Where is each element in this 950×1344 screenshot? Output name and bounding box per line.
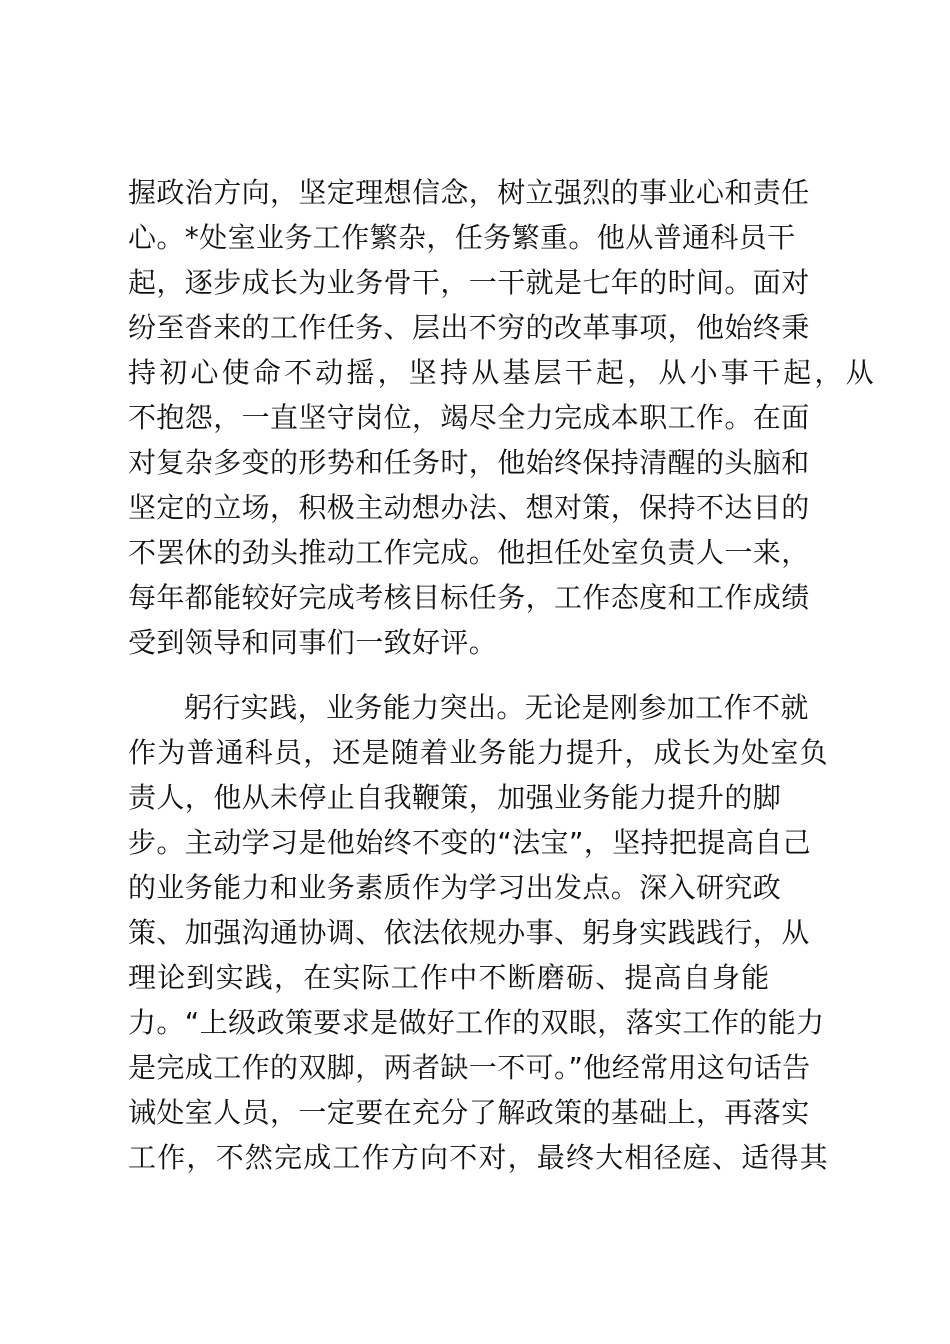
paragraph-2-line: 的业务能力和业务素质作为学习出发点。深入研究政	[128, 871, 782, 904]
paragraph-2-line: 躬行实践，业务能力突出。无论是刚参加工作不就	[184, 691, 809, 724]
paragraph-2-line: 是完成工作的双脚，两者缺一不可。”他经常用这句话告	[128, 1051, 811, 1084]
paragraph-1-line: 心。*处室业务工作繁杂，任务繁重。他从普通科员干	[128, 221, 796, 254]
paragraph-2-line: 策、加强沟通协调、依法依规办事、躬身实践践行，从	[128, 916, 810, 949]
paragraph-1-line: 不罢休的劲头推动工作完成。他担任处室负责人一来，	[128, 536, 810, 569]
paragraph-1-line: 纷至沓来的工作任务、层出不穷的改革事项，他始终秉	[128, 311, 810, 344]
paragraph-2	[128, 685, 908, 1180]
paragraph-2-line: 责人，他从未停止自我鞭策，加强业务能力提升的脚	[128, 781, 782, 814]
paragraph-2-line: 诫处室人员，一定要在充分了解政策的基础上，再落实	[128, 1096, 810, 1129]
paragraph-2-line: 力。“上级政策要求是做好工作的双眼，落实工作的能力	[128, 1006, 825, 1039]
paragraph-1-line: 对复杂多变的形势和任务时，他始终保持清醒的头脑和	[128, 446, 810, 479]
paragraph-1-line: 握政治方向，坚定理想信念，树立强烈的事业心和责任	[128, 176, 810, 209]
paragraph-1-line: 坚定的立场，积极主动想办法、想对策，保持不达目的	[128, 491, 810, 524]
paragraph-1-line: 每年都能较好完成考核目标任务，工作态度和工作成绩	[128, 581, 810, 614]
paragraph-2-line: 工作，不然完成工作方向不对，最终大相径庭、适得其	[128, 1141, 829, 1174]
paragraph-2-line: 步。主动学习是他始终不变的“法宝”，坚持把提高自己	[128, 826, 812, 859]
paragraph-2-line: 作为普通科员，还是随着业务能力提升，成长为处室负	[128, 736, 829, 769]
paragraph-1-line: 受到领导和同事们一致好评。	[128, 626, 498, 659]
document-body	[128, 170, 908, 1180]
paragraph-1	[128, 170, 908, 665]
paragraph-2-line: 理论到实践，在实际工作中不断磨砺、提高自身能	[128, 961, 771, 994]
paragraph-1-line: 持初心使命不动摇，坚持从基层干起，从小事干起，从	[128, 356, 877, 389]
paragraph-1-line: 不抱怨，一直坚守岗位，竭尽全力完成本职工作。在面	[128, 401, 810, 434]
paragraph-1-line: 起，逐步成长为业务骨干，一干就是七年的时间。面对	[128, 266, 810, 299]
paragraph-gap	[128, 665, 908, 685]
